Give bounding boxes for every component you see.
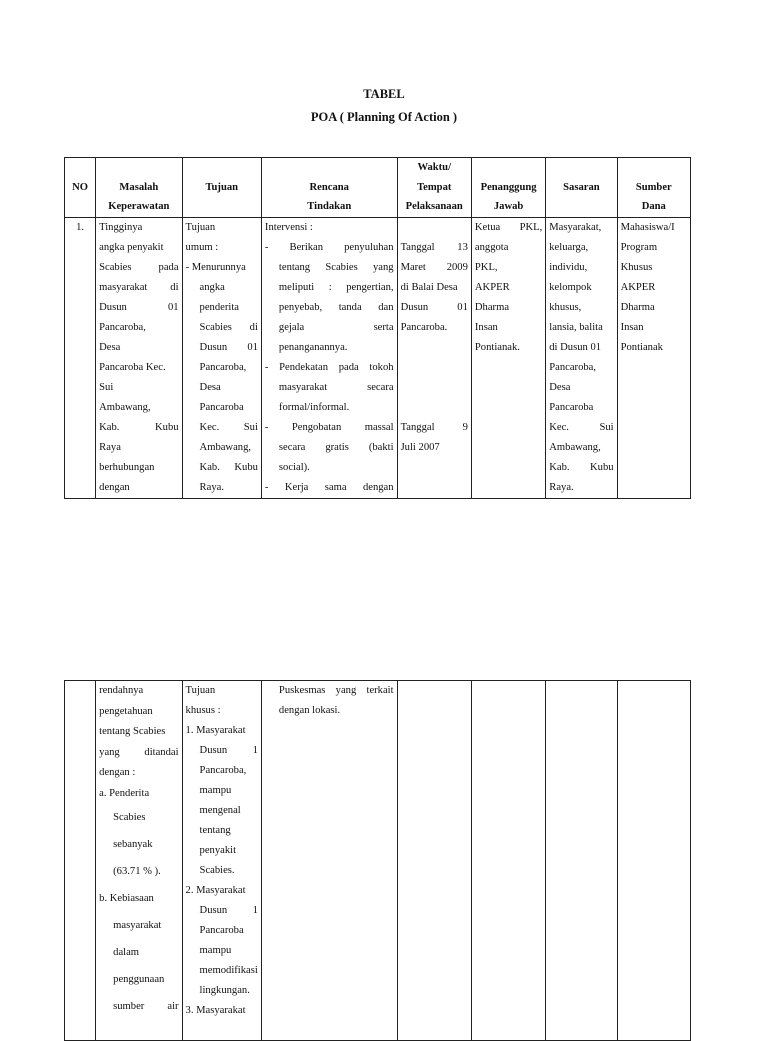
table-row [65, 217, 691, 498]
cell-tujuan: Tujuan umum : - Menurunnya angka penderita Scabies di Dusun 01 Pancaroba, Desa Pancaroba Kec. Sui Ambawang, Kab. Kubu Raya. [182, 217, 261, 498]
cell-sumber: Mahasiswa/I Program Khusus AKPER Dharma Insan Pontianak [617, 217, 690, 498]
cell-rencana: Intervensi : - Berikan penyuluhan tentang Scabies yang meliputi : pengertian, penyebab, tanda dan gejala serta penanganannya. - Pendekatan pada tokoh masyarakat secara formal/informal. - Pengobatan massal secara gratis (bakti social). - Kerja sama dengan [261, 217, 397, 498]
cell-waktu: Tanggal 13 Maret 2009 di Balai Desa Dusun 01 Pancaroba. Tanggal 9 Juli 2007 [397, 217, 471, 498]
header-no: NO [65, 158, 96, 218]
row-number: 1. [65, 217, 96, 498]
document-title: TABEL [363, 87, 405, 101]
header-penanggung: Penanggung Jawab [471, 158, 545, 218]
header-masalah: Masalah Keperawatan [96, 158, 182, 218]
header-sumber: Sumber Dana [617, 158, 690, 218]
cell-waktu [397, 681, 471, 1041]
header-sasaran: Sasaran [546, 158, 617, 218]
cell-sumber [617, 681, 690, 1041]
cell-penanggung [471, 681, 545, 1041]
row-number [65, 681, 96, 1041]
cell-sasaran [546, 681, 617, 1041]
cell-masalah: rendahnya pengetahuan tentang Scabies yang ditandai dengan : a. Penderita Scabies sebanyak (63.71 % ). b. Kebiasaan masyarakat dalam penggunaan sumber air [96, 681, 182, 1041]
document-subtitle: POA ( Planning Of Action ) [310, 110, 458, 124]
poa-table-part-1 [64, 157, 691, 499]
cell-penanggung: Ketua PKL, anggota PKL, AKPER Dharma Insan Pontianak. [471, 217, 545, 498]
table-row [65, 681, 691, 1041]
header-rencana: Rencana Tindakan [261, 158, 397, 218]
cell-masalah: Tingginya angka penyakit Scabies pada masyarakat di Dusun 01 Pancaroba, Desa Pancaroba Kec. Sui Ambawang, Kab. Kubu Raya berhubungan dengan [96, 217, 182, 498]
cell-rencana: Puskesmas yang terkait dengan lokasi. [261, 681, 397, 1041]
cell-sasaran: Masyarakat, keluarga, individu, kelompok khusus, lansia, balita di Dusun 01 Pancaroba, Desa Pancaroba Kec. Sui Ambawang, Kab. Kubu Raya. [546, 217, 617, 498]
header-tujuan: Tujuan [182, 158, 261, 218]
cell-tujuan: Tujuan khusus : 1. Masyarakat Dusun 1 Pancaroba, mampu mengenal tentang penyakit Scabies. 2. Masyarakat Dusun 1 Pancaroba mampu memodifikasi lingkungan. 3. Masyarakat [182, 681, 261, 1041]
poa-table-part-2 [64, 680, 691, 1041]
header-waktu: Waktu/ Tempat Pelaksanaan [397, 158, 471, 218]
table-header-row [65, 158, 691, 218]
